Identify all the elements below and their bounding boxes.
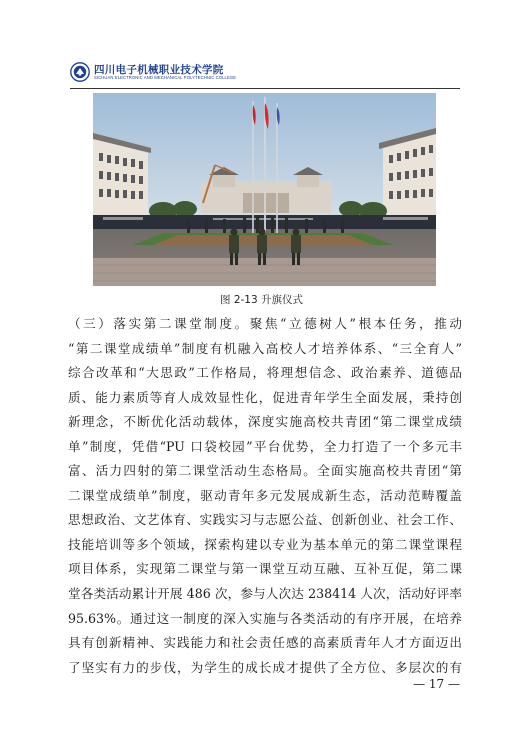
text-line: “第二课堂成绩单”制度有机融入高校人才培养体系、“三全育人” [68, 340, 462, 356]
page-header [70, 60, 460, 90]
text-line: （三）落实第二课堂制度。聚焦“立德树人”根本任务，推动 [68, 316, 462, 331]
text-line: 单”制度，凭借“PU 口袋校园”平台优势，全力打造了一个多元丰 [68, 438, 462, 454]
figure-caption: 图 2-13 升旗仪式 [219, 294, 303, 306]
text-line: 新理念，不断优化活动载体，深度实施高校共青团“第二课堂成绩 [68, 414, 462, 430]
college-logo-icon [70, 62, 90, 82]
flag-raising-photo [93, 93, 436, 286]
college-name-en: SICHUAN ELECTRONIC AND MECHANICAL POLYTECHNIC COLLEGE [94, 75, 237, 80]
text-line: 质、能力素质等育人成效显性化，促进青年学生全面发展，秉持创 [68, 389, 462, 405]
text-line: 堂各类活动累计开展 486 次，参与人次达 238414 人次，活动好评率 [68, 586, 462, 602]
text-line: 95.63%。通过这一制度的深入实施与各类活动的有序开展，在培养 [68, 610, 462, 626]
text-line: 思想政治、文艺体育、实践实习与志愿公益、创新创业、社会工作、 [68, 512, 462, 528]
text-line: 了坚实有力的步伐，为学生的成长成才提供了全方位、多层次的有 [68, 659, 462, 675]
text-line: 富、活力四射的第二课堂活动生态格局。全面实施高校共青团“第 [68, 463, 462, 479]
text-line: 技能培训等多个领域，探索构建以专业为基本单元的第二课堂课程 [68, 536, 462, 552]
body-paragraph [68, 312, 462, 680]
text-line: 具有创新精神、实践能力和社会责任感的高素质青年人才方面迈出 [68, 635, 462, 651]
header-divider [70, 88, 460, 89]
text-line: 项目体系，实现第二课堂与第一课堂互动互融、互补互促，第二课 [68, 561, 462, 577]
text-line: 二课堂成绩单”制度，驱动青年多元发展成新生态，活动范畴覆盖 [68, 487, 462, 503]
text-line: 综合改革和“大思政”工作格局，将理想信念、政治素养、道德品 [68, 365, 462, 381]
page-number: — 17 — [413, 677, 460, 691]
college-name-cn: 四川电子机械职业技术学院 [94, 64, 224, 76]
